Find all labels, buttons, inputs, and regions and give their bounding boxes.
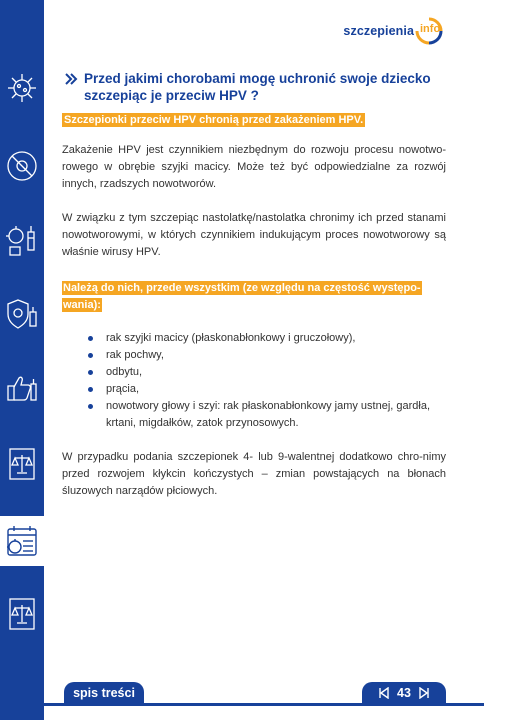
law-document-icon[interactable] (4, 446, 40, 482)
no-virus-icon[interactable] (4, 148, 40, 184)
logo-brand: szczepienia (343, 24, 414, 38)
logo-suffix: info (420, 23, 441, 35)
law-document-icon-2[interactable] (4, 596, 40, 632)
highlight-intro (62, 280, 448, 314)
disease-list (88, 330, 450, 432)
thumbs-up-vaccine-icon[interactable] (4, 370, 40, 406)
list-item: rak szyjki macicy (płaskonabłonkowy i gruczołowy), (88, 330, 450, 347)
shield-vaccine-icon[interactable] (4, 296, 40, 332)
list-item: nowotwory głowy i szyi: rak płaskonabłonkowy jamy ustnej, gardła, krtani, migdałków, zatok przynosowych. (88, 398, 450, 432)
paragraph-1: Zakażenie HPV jest czynnikiem niezbędnym do rozwoju procesu nowotwo-rowego w obrębie szyjki macicy. Może też być odpowiedzialne za rozwój innych, rzadszych nowotworów. (62, 144, 446, 190)
double-chevron-right-icon (64, 72, 78, 86)
logo[interactable] (343, 16, 443, 46)
next-page-icon[interactable] (419, 687, 429, 699)
pager (362, 682, 446, 704)
paragraph-2: W związku z tym szczepiąc nastolatkę/nastolatka chronimy ich przed stanami nowotworowymi, w których czynnikiem indukującym proces nowotworowy są właśnie wirusy HPV. (62, 212, 446, 258)
highlight-statement (62, 110, 365, 129)
toc-button[interactable]: spis treści (64, 682, 144, 704)
section-heading (64, 70, 454, 104)
page-title: Przed jakimi chorobami mogę uchronić swoje dziecko szczepiąc je przeciw HPV ? (84, 71, 431, 103)
list-item: rak pochwy, (88, 347, 450, 364)
highlight-text: Szczepionki przeciw HPV chronią przed zakażeniem HPV. (64, 114, 364, 126)
vaccine-icon[interactable] (4, 222, 40, 258)
list-item: prącia, (88, 381, 450, 398)
sidebar (0, 0, 44, 720)
list-item: odbytu, (88, 364, 450, 381)
logo-ring (415, 17, 443, 45)
prev-page-icon[interactable] (379, 687, 389, 699)
calendar-virus-icon[interactable] (0, 516, 44, 566)
paragraph-3: W przypadku podania szczepionek 4- lub 9-walentnej dodatkowo chro-nimy przed rozwojem kłykcin kończystych – zmian powstających na błonach śluzowych narządów płciowych. (62, 451, 446, 497)
virus-icon[interactable] (4, 70, 40, 106)
page-number: 43 (397, 686, 411, 700)
highlight-intro-text: Należą do nich, przede wszystkim (ze względu na częstość występo-wania): (63, 282, 421, 311)
